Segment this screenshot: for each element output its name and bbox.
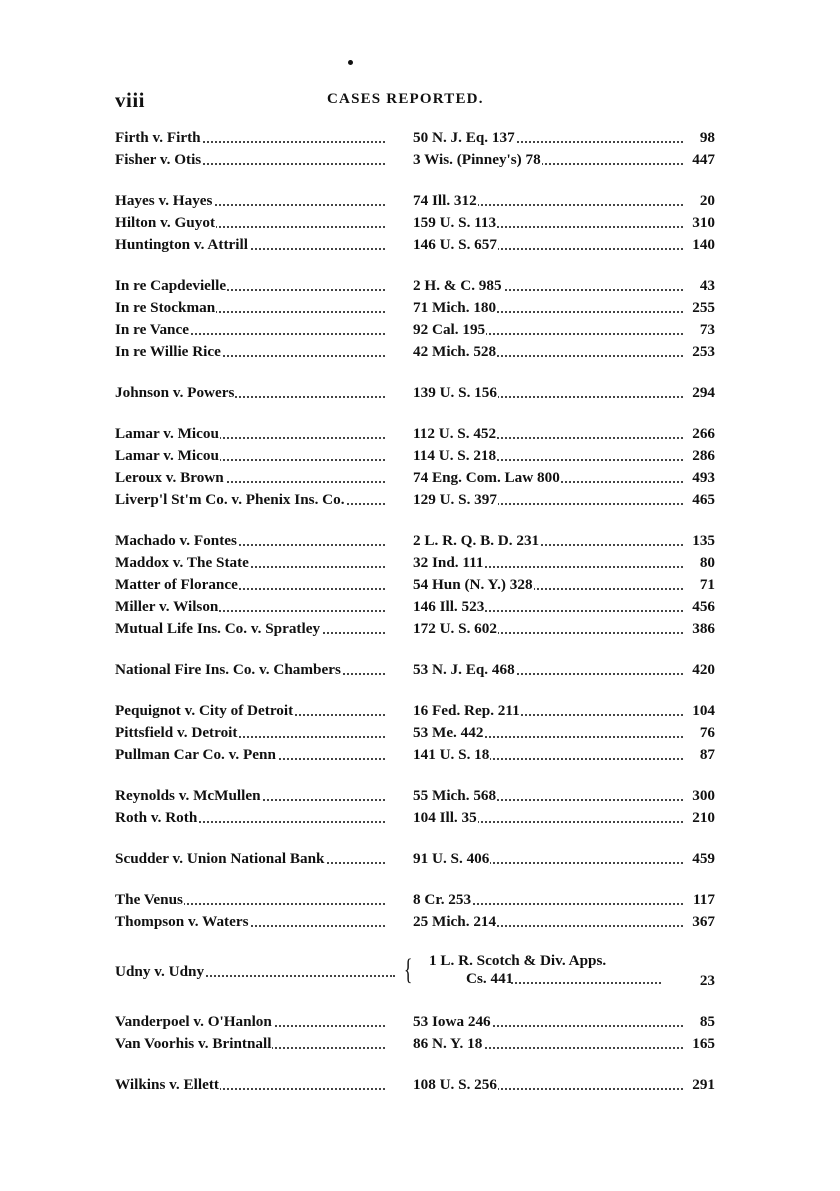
case-name: Pequignot v. City of Detroit <box>115 700 294 722</box>
case-name: Reynolds v. McMullen <box>115 785 262 807</box>
citation-text: 8 Cr. 253 <box>413 891 472 908</box>
case-row <box>115 489 715 511</box>
case-page: 447 <box>692 151 715 168</box>
case-citation <box>413 722 689 744</box>
case-row <box>115 659 715 681</box>
citation-text: 53 Iowa 246 <box>413 1013 491 1030</box>
citation-text: 141 U. S. 18 <box>413 746 490 763</box>
case-group <box>115 530 715 640</box>
citation-line-2 <box>429 970 719 988</box>
case-name: Maddox v. The State <box>115 552 250 574</box>
case-group <box>115 785 715 829</box>
case-group <box>115 423 715 511</box>
case-name: The Venus <box>115 889 184 911</box>
case-row <box>115 1011 715 1033</box>
case-row <box>115 848 715 870</box>
case-page: 367 <box>692 913 715 930</box>
case-name: Lamar v. Micou <box>115 445 220 467</box>
case-page: 140 <box>692 236 715 253</box>
case-row <box>115 445 715 467</box>
case-page: 80 <box>699 554 715 571</box>
case-row <box>115 574 715 596</box>
citation-text: 104 Ill. 35 <box>413 809 477 826</box>
citation-text: 112 U. S. 452 <box>413 425 497 442</box>
case-group <box>115 952 715 992</box>
citation-text: 129 U. S. 397 <box>413 491 497 508</box>
case-row <box>115 596 715 618</box>
case-page: 310 <box>692 214 715 231</box>
case-group <box>115 1011 715 1055</box>
ink-dot <box>348 60 353 65</box>
case-name: Leroux v. Brown <box>115 467 225 489</box>
case-citation <box>413 190 689 212</box>
case-name: Fisher v. Otis <box>115 149 202 171</box>
case-citation <box>413 659 689 681</box>
case-citation <box>413 596 689 618</box>
case-row <box>115 700 715 722</box>
citation-text: 42 Mich. 528 <box>413 343 497 360</box>
case-row <box>115 889 715 911</box>
case-page: 87 <box>699 746 715 763</box>
citation-text: 2 H. & C. 985 <box>413 277 502 294</box>
case-row <box>115 911 715 933</box>
case-group <box>115 127 715 171</box>
page-number: viii <box>115 88 146 112</box>
case-citation <box>413 319 689 341</box>
case-row <box>115 297 715 319</box>
case-row <box>115 423 715 445</box>
case-citation <box>413 1011 689 1033</box>
case-page: 456 <box>692 598 715 615</box>
case-row <box>115 190 715 212</box>
case-row <box>115 952 715 992</box>
case-page: 73 <box>699 321 715 338</box>
citation-text: 16 Fed. Rep. 211 <box>413 702 520 719</box>
case-name: Mutual Life Ins. Co. v. Spratley <box>115 618 321 640</box>
case-page: 294 <box>692 384 715 401</box>
citation-text: 146 Ill. 523 <box>413 598 485 615</box>
citation-text: 74 Ill. 312 <box>413 192 477 209</box>
case-group <box>115 659 715 681</box>
case-page: 210 <box>692 809 715 826</box>
case-citation <box>413 700 689 722</box>
case-row <box>115 467 715 489</box>
case-page: 117 <box>693 891 715 908</box>
case-name: Vanderpoel v. O'Hanlon <box>115 1011 273 1033</box>
case-page: 493 <box>692 469 715 486</box>
case-citation <box>413 423 689 445</box>
case-group <box>115 848 715 870</box>
case-name: Hilton v. Guyot <box>115 212 216 234</box>
case-group <box>115 275 715 363</box>
case-name: In re Vance <box>115 319 190 341</box>
case-page: 255 <box>692 299 715 316</box>
case-citation <box>413 530 689 552</box>
case-name: Udny v. Udny <box>115 961 205 983</box>
case-page: 465 <box>692 491 715 508</box>
case-name: Hayes v. Hayes <box>115 190 213 212</box>
case-citation <box>413 275 689 297</box>
case-group <box>115 190 715 256</box>
case-row <box>115 807 715 829</box>
case-group <box>115 382 715 404</box>
case-page: 459 <box>692 850 715 867</box>
case-page: 43 <box>699 277 715 294</box>
case-row <box>115 127 715 149</box>
case-citation <box>413 911 689 933</box>
citation-text: 3 Wis. (Pinney's) 78 <box>413 151 541 168</box>
case-name: Huntington v. Attrill <box>115 234 249 256</box>
citation-text: 91 U. S. 406 <box>413 850 490 867</box>
citation-text: 74 Eng. Com. Law 800 <box>413 469 560 486</box>
citation-text: 146 U. S. 657 <box>413 236 497 253</box>
case-name: Machado v. Fontes <box>115 530 238 552</box>
case-name: In re Willie Rice <box>115 341 222 363</box>
case-page: 286 <box>692 447 715 464</box>
case-row <box>115 1074 715 1096</box>
case-page: 85 <box>699 1013 715 1030</box>
case-citation <box>413 1033 689 1055</box>
case-citation <box>413 785 689 807</box>
case-name: Wilkins v. Ellett <box>115 1074 220 1096</box>
case-citation <box>413 341 689 363</box>
case-name: Miller v. Wilson <box>115 596 219 618</box>
case-page: 165 <box>692 1035 715 1052</box>
case-page: 386 <box>692 620 715 637</box>
case-row <box>115 744 715 766</box>
case-group <box>115 700 715 766</box>
case-page: 98 <box>699 129 715 146</box>
case-row <box>115 212 715 234</box>
citation-text: 55 Mich. 568 <box>413 787 497 804</box>
case-name: National Fire Ins. Co. v. Chambers <box>115 659 342 681</box>
case-citation <box>413 297 689 319</box>
case-name: Pullman Car Co. v. Penn <box>115 744 277 766</box>
case-name: Lamar v. Micou <box>115 423 220 445</box>
citation-text: 159 U. S. 113 <box>413 214 497 231</box>
case-name: In re Capdevielle <box>115 275 227 297</box>
citation-text: 50 N. J. Eq. 137 <box>413 129 515 146</box>
case-citation <box>413 467 689 489</box>
brace-glyph: { <box>403 953 413 986</box>
citation-text: 108 U. S. 256 <box>413 1076 497 1093</box>
case-citation <box>413 212 689 234</box>
case-citation <box>413 489 689 511</box>
case-row <box>115 149 715 171</box>
case-citation <box>413 149 689 171</box>
page-title: CASES REPORTED. <box>327 91 484 107</box>
case-row <box>115 785 715 807</box>
cases-table <box>115 127 715 1115</box>
case-citation <box>413 889 689 911</box>
citation-text: 53 N. J. Eq. 468 <box>413 661 515 678</box>
case-citation <box>413 382 689 404</box>
citation-text: 25 Mich. 214 <box>413 913 497 930</box>
case-name: Liverp'l St'm Co. v. Phenix Ins. Co. <box>115 489 346 511</box>
case-row <box>115 319 715 341</box>
case-row <box>115 341 715 363</box>
case-name: Johnson v. Powers <box>115 382 235 404</box>
case-name: Van Voorhis v. Brintnall <box>115 1033 272 1055</box>
case-page: 420 <box>692 661 715 678</box>
page-header <box>115 88 715 114</box>
case-page: 135 <box>692 532 715 549</box>
case-row <box>115 1033 715 1055</box>
citation-text: 92 Cal. 195 <box>413 321 486 338</box>
citation-text: 114 U. S. 218 <box>413 447 497 464</box>
case-page: 71 <box>699 576 715 593</box>
citation-text: 86 N. Y. 18 <box>413 1035 483 1052</box>
case-page: 104 <box>692 702 715 719</box>
case-page: 266 <box>692 425 715 442</box>
dot-leader <box>511 982 661 984</box>
case-citation <box>413 552 689 574</box>
case-page: 253 <box>692 343 715 360</box>
case-name: Matter of Florance <box>115 574 239 596</box>
case-page: 23 <box>699 972 715 989</box>
citation-text: 32 Ind. 111 <box>413 554 484 571</box>
citation-text: 53 Me. 442 <box>413 724 484 741</box>
case-citation <box>413 1074 689 1096</box>
case-citation <box>413 807 689 829</box>
case-citation <box>413 445 689 467</box>
case-citation <box>413 127 689 149</box>
case-citation <box>413 618 689 640</box>
case-citation <box>413 848 689 870</box>
case-row <box>115 722 715 744</box>
case-row <box>115 618 715 640</box>
case-name: In re Stockman <box>115 297 216 319</box>
case-row <box>115 530 715 552</box>
case-name: Firth v. Firth <box>115 127 202 149</box>
citation-text: 2 L. R. Q. B. D. 231 <box>413 532 540 549</box>
citation-text: 54 Hun (N. Y.) 328 <box>413 576 533 593</box>
case-page: 300 <box>692 787 715 804</box>
citation-line-2-text: Cs. 441 <box>466 970 514 987</box>
citation-text: 172 U. S. 602 <box>413 620 497 637</box>
case-row <box>115 275 715 297</box>
case-name: Thompson v. Waters <box>115 911 249 933</box>
case-name: Roth v. Roth <box>115 807 198 829</box>
case-page: 76 <box>699 724 715 741</box>
case-citation <box>429 952 719 988</box>
case-citation <box>413 234 689 256</box>
case-row <box>115 382 715 404</box>
case-name: Scudder v. Union National Bank <box>115 848 325 870</box>
citation-text: 139 U. S. 156 <box>413 384 497 401</box>
case-name: Pittsfield v. Detroit <box>115 722 238 744</box>
case-group <box>115 889 715 933</box>
citation-text: 71 Mich. 180 <box>413 299 497 316</box>
citation-line-1: 1 L. R. Scotch & Div. Apps. <box>429 952 607 969</box>
case-group <box>115 1074 715 1096</box>
case-citation <box>413 744 689 766</box>
case-page: 291 <box>692 1076 715 1093</box>
case-row <box>115 552 715 574</box>
case-row <box>115 234 715 256</box>
case-citation <box>413 574 689 596</box>
case-page: 20 <box>699 192 715 209</box>
